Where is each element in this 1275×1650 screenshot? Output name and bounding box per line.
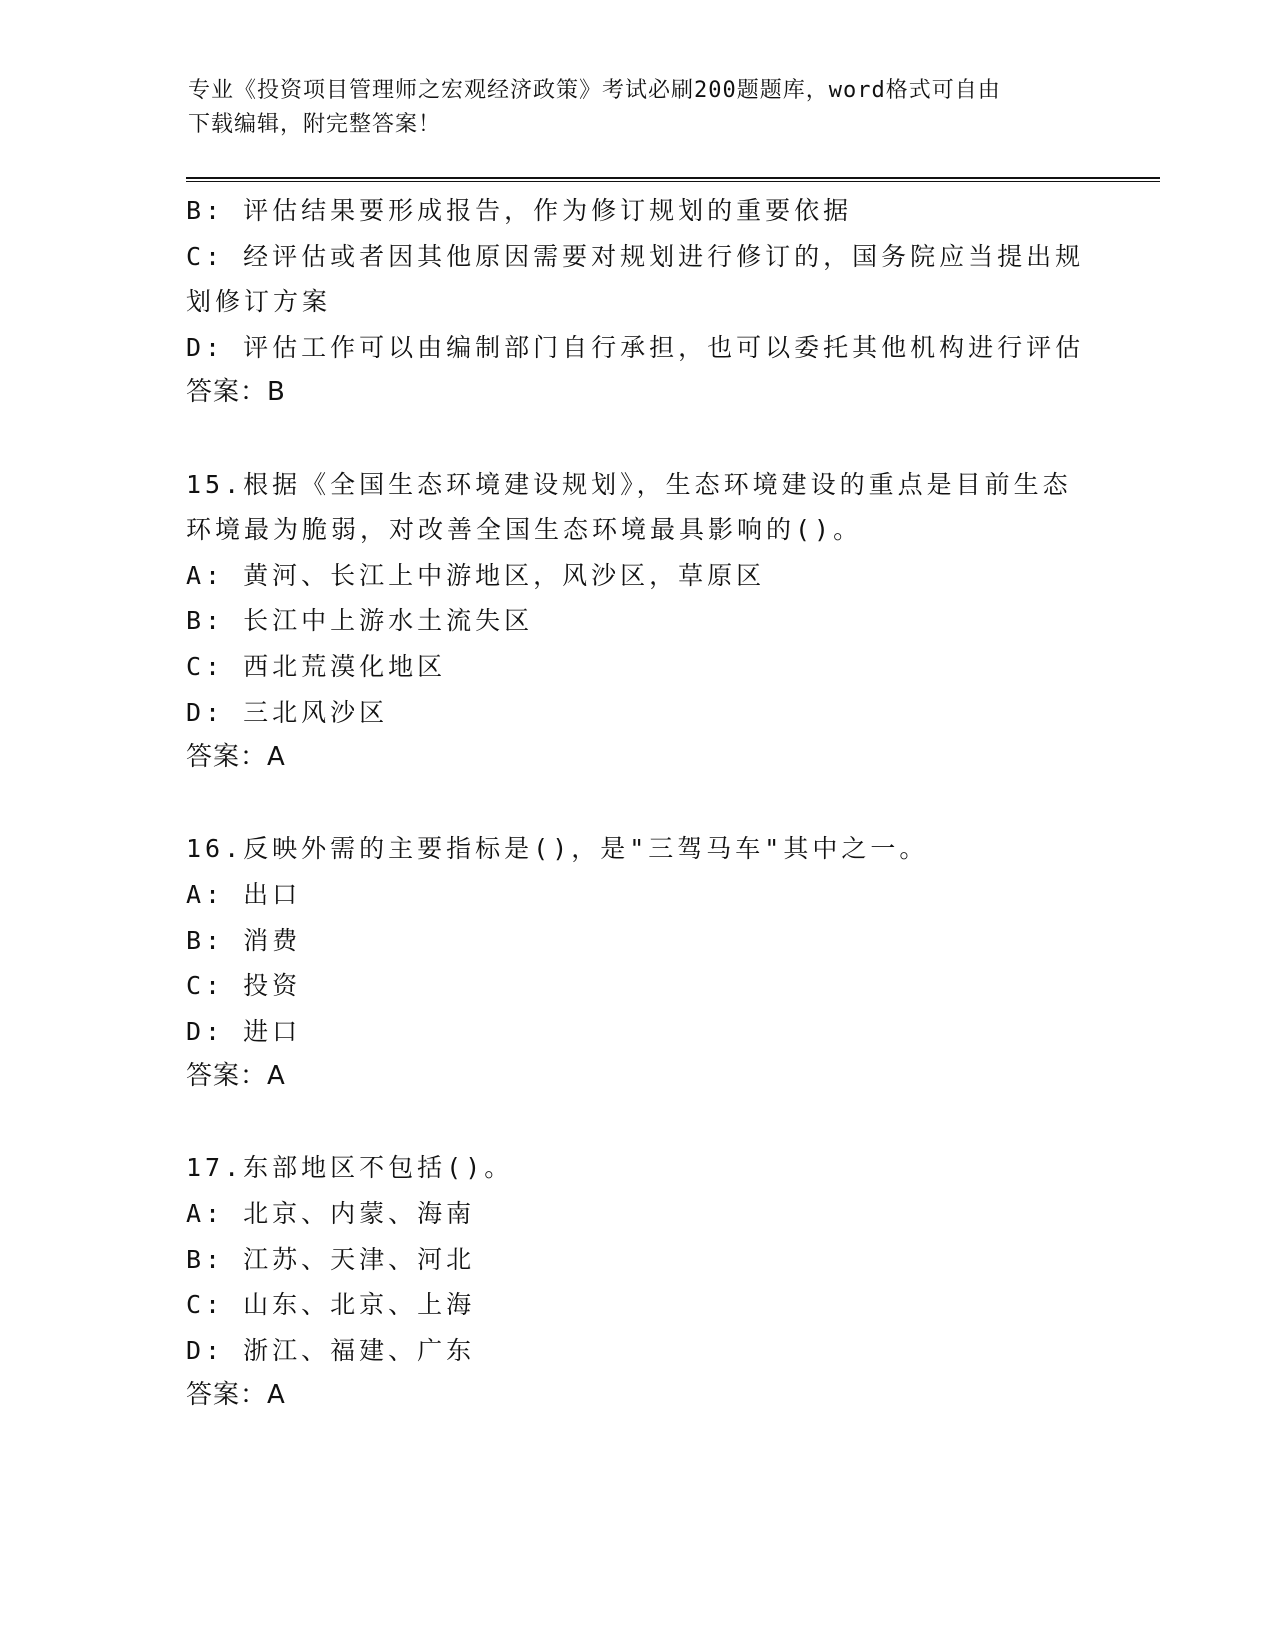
option-c: C: 山东、北京、上海 <box>186 1290 476 1320</box>
option-b: B: 长江中上游水土流失区 <box>186 606 534 636</box>
question-stem: 16.反映外需的主要指标是()，是"三驾马车"其中之一。 <box>186 834 929 864</box>
spacer <box>186 416 1086 462</box>
spacer <box>186 1100 1086 1146</box>
question-list <box>186 188 1086 1419</box>
option-c: C: 投资 <box>186 971 302 1001</box>
option-d: D: 评估工作可以由编制部门自行承担，也可以委托其他机构进行评估 <box>186 332 1085 362</box>
answer: 答案：B <box>186 377 286 408</box>
answer: 答案：A <box>186 1061 286 1092</box>
option-d: D: 浙江、福建、广东 <box>186 1335 476 1365</box>
header-title-line-1: 专业《投资项目管理师之宏观经济政策》考试必刷200题题库，word格式可自由 <box>188 78 1001 103</box>
option-c: C: 经评估或者因其他原因需要对规划进行修订的，国务院应当提出规 <box>186 241 1085 271</box>
spacer <box>186 781 1086 827</box>
question-16 <box>186 826 1086 1100</box>
option-d: D: 三北风沙区 <box>186 697 389 727</box>
answer: 答案：A <box>186 742 286 773</box>
option-b: B: 江苏、天津、河北 <box>186 1244 476 1274</box>
option-a: A: 北京、内蒙、海南 <box>186 1199 476 1229</box>
option-a: A: 黄河、长江上中游地区，风沙区，草原区 <box>186 560 766 590</box>
option-b: B: 评估结果要形成报告，作为修订规划的重要依据 <box>186 196 853 225</box>
option-c: C: 西北荒漠化地区 <box>186 651 447 681</box>
question-stem: 15.根据《全国生态环境建设规划》，生态环境建设的重点是目前生态 <box>186 469 1072 499</box>
header-divider <box>186 177 1160 182</box>
question-15 <box>186 462 1086 781</box>
option-d: D: 进口 <box>186 1016 302 1046</box>
question-14 <box>186 188 1086 416</box>
question-stem: 17.东部地区不包括()。 <box>186 1153 514 1183</box>
question-17 <box>186 1145 1086 1419</box>
option-c-continued: 划修订方案 <box>186 287 332 317</box>
header-title-line-2: 下载编辑，附完整答案！ <box>188 112 442 137</box>
question-stem-continued: 环境最为脆弱，对改善全国生态环境最具影响的()。 <box>186 515 863 545</box>
answer: 答案：A <box>186 1380 286 1411</box>
option-b: B: 消费 <box>186 925 302 955</box>
option-a: A: 出口 <box>186 879 302 909</box>
page-header <box>188 74 1088 142</box>
